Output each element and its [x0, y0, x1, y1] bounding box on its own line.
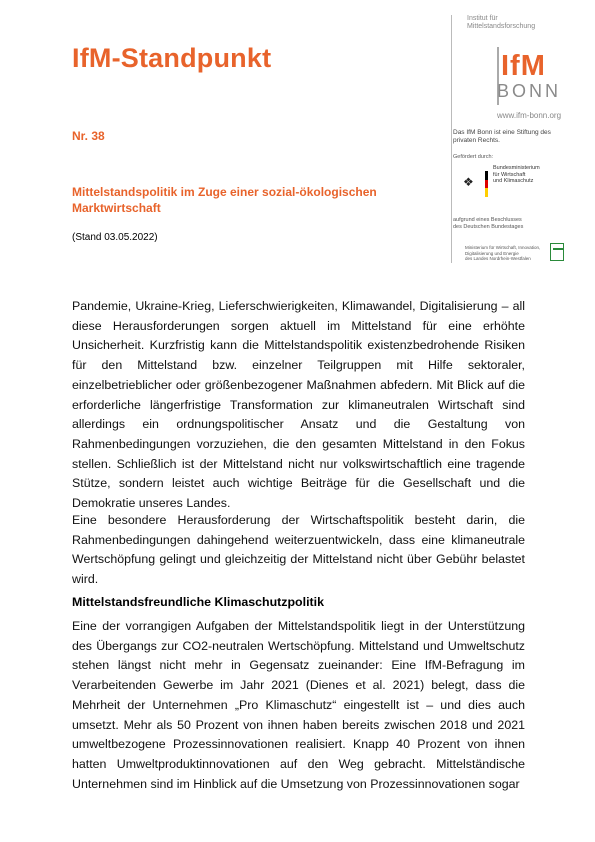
funded-by-label: Gefördert durch: [453, 154, 494, 160]
section-heading: Mittelstandsfreundliche Klimaschutzpolitik [72, 595, 324, 609]
nrw-crest-icon [550, 243, 564, 261]
nrw-ministry-name: Ministerium für Wirtschaft, Innovation, Digitalisierung und Energie des Landes Nordrhein-Westfalen [465, 245, 541, 261]
german-flag-icon [485, 171, 488, 197]
bundestag-note: aufgrund eines Beschlusses des Deutschen Bundestages [453, 217, 524, 230]
bmwk-logo [461, 163, 571, 203]
document-subtitle: Mittelstandspolitik im Zuge einer sozial-ökologischen Marktwirtschaft [72, 185, 377, 215]
issue-number: Nr. 38 [72, 129, 105, 143]
nrw-logo [453, 243, 568, 263]
paragraph-intro: Pandemie, Ukraine-Krieg, Lieferschwierigkeiten, Klimawandel, Digitalisierung – all diese Herausforderungen sorgen aktuell im Mittelstand für eine erhöhte Unsicherheit. Kurzfristig kann die Mittelstandspolitik existenzbedrohende Risiken für den Mittelstand bzw. einzelner Teilgruppen mit Hilfe sektoraler, einzelbetrieblicher oder größenbezogener Maßnahmen abfedern. Mit Blick auf die erforderliche längerfristige Transformation zur klimaneutralen Wirtschaft sind allerdings ein ordnungspolitischer Ansatz und die Gestaltung von Rahmenbedingungen vorzuziehen, die den gesamten Mittelstand in den Fokus stellen. Schließlich ist der Mittelstand nicht nur volkswirtschaftlich eine tragende Stütze, sondern leistet auch wichtige Beiträge für die Gesellschaft und die Demokratie unseres Landes. [72, 299, 525, 511]
paragraph-climate: Eine der vorrangigen Aufgaben der Mittelstandspolitik liegt in der Unterstützung des Übergangs zur CO2-neutralen Wertschöpfung. Mittelstand und Umweltschutz stehen längst nicht mehr in Gegensatz zueinander: Eine IfM-Befragung im Verarbeitenden Gewerbe im Jahr 2021 (Dienes et al. 2021) belegt, dass die Mehrheit der Unternehmen „Pro Klimaschutz“ eingestellt ist – und dies auch umsetzt. Mehr als 50 Prozent von ihnen haben bereits zwischen 2018 und 2021 umweltbezogene Prozessinnovationen realisiert. Knapp 40 Prozent von ihnen hatten Umweltproduktinnovationen auf den Weg gebracht. Mittelständische Unternehmen sind im Hinblick auf die Umsetzung von Prozessinnovationen sogar [72, 619, 525, 791]
date-stamp: (Stand 03.05.2022) [72, 232, 158, 243]
eagle-icon: ❖ [463, 175, 474, 189]
stiftung-note: Das IfM Bonn ist eine Stiftung des privaten Rechts. [453, 129, 551, 144]
bonn-logo-text: BONN [497, 81, 562, 101]
document-title: IfM-Standpunkt [72, 43, 272, 73]
institute-name: Institut für Mittelstandsforschung [467, 15, 536, 30]
institute-sidebar [451, 15, 571, 263]
sidebar-divider [451, 15, 452, 263]
paragraph-challenge: Eine besondere Herausforderung der Wirtschaftspolitik besteht darin, die Rahmenbedingungen dahingehend weiterzuentwickeln, dass eine klimaneutrale Wertschöpfung gelingt und gleichzeitig der Mittelstand nicht über Gebühr belastet wird. [72, 513, 525, 587]
website-link[interactable]: www.ifm-bonn.org [497, 111, 562, 120]
ifm-logo: IfM [501, 50, 546, 82]
bmwk-name: Bundesministerium für Wirtschaft und Klimaschutz [493, 165, 540, 184]
